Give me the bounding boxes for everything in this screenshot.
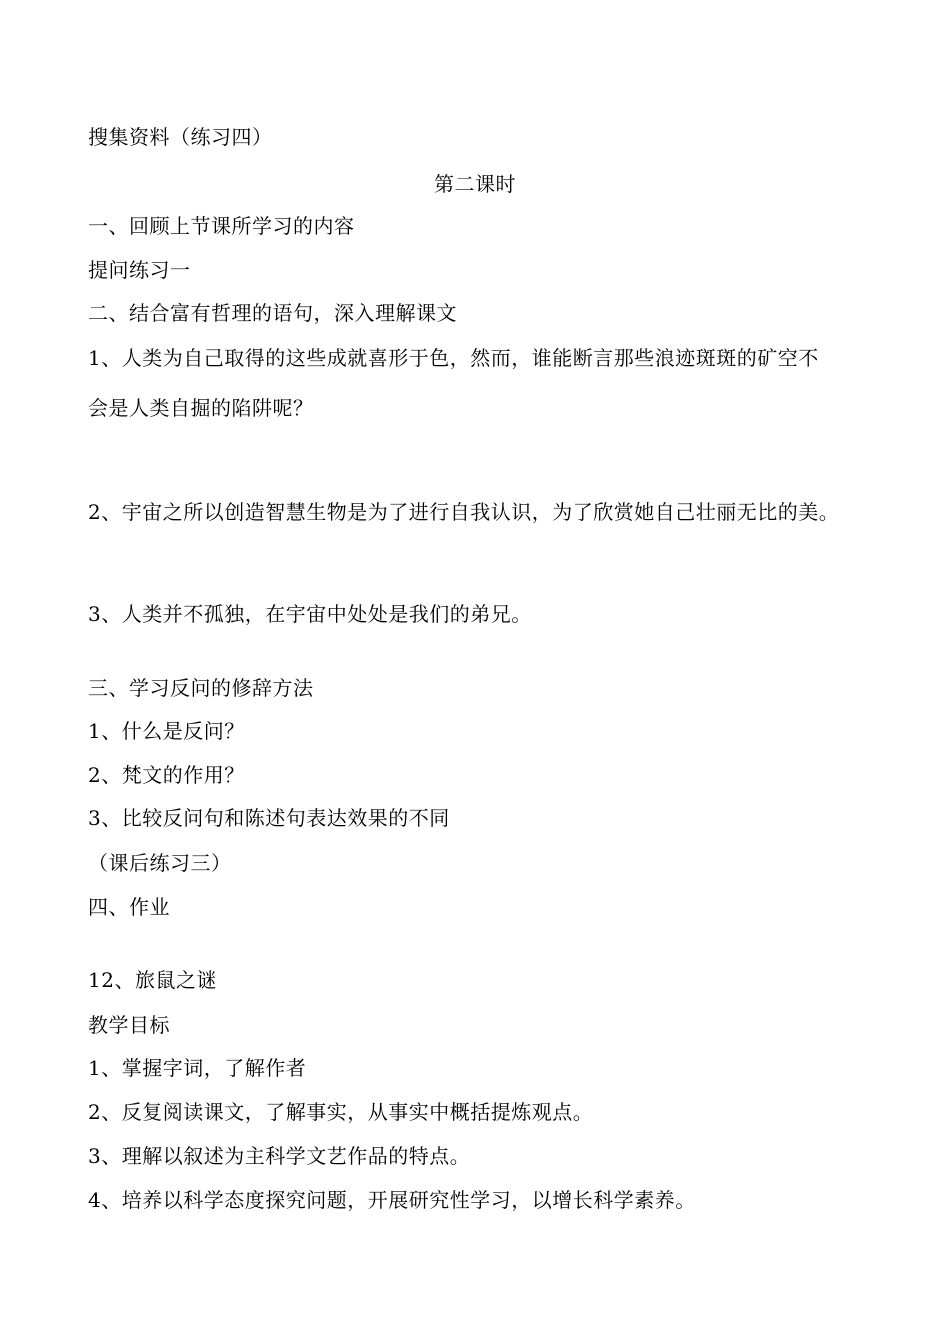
lesson-title: 12、旅鼠之谜: [88, 968, 217, 992]
rhetoric-item-3: 3、比较反问句和陈述句表达效果的不同: [88, 806, 450, 830]
section-rhetoric: 三、学习反问的修辞方法: [88, 676, 314, 700]
teaching-goals-heading: 教学目标: [88, 1013, 170, 1037]
sentence-1-line-1: 1、人类为自己取得的这些成就喜形于色，然而，谁能断言那些浪迹斑斑的矿空不: [88, 346, 819, 370]
lesson-heading: 第二课时: [434, 172, 516, 196]
sentence-2: 2、宇宙之所以创造智慧生物是为了进行自我认识，为了欣赏她自己壮丽无比的美。: [88, 500, 840, 524]
section-review: 一、回顾上节课所学习的内容: [88, 214, 355, 238]
goal-4: 4、培养以科学态度探究问题，开展研究性学习，以增长科学素养。: [88, 1188, 696, 1212]
section-philosophy: 二、结合富有哲理的语句，深入理解课文: [88, 301, 457, 325]
rhetoric-item-2: 2、梵文的作用？: [88, 763, 245, 787]
sentence-1-line-2: 会是人类自掘的陷阱呢？: [88, 396, 314, 420]
rhetoric-item-1: 1、什么是反问？: [88, 719, 245, 743]
materials-note: 搜集资料（练习四）: [88, 125, 273, 149]
sentence-3: 3、人类并不孤独，在宇宙中处处是我们的弟兄。: [88, 602, 532, 626]
after-class-exercise: （课后练习三）: [88, 851, 232, 875]
section-homework: 四、作业: [88, 895, 170, 919]
goal-3: 3、理解以叙述为主科学文艺作品的特点。: [88, 1144, 471, 1168]
question-practice: 提问练习一: [88, 258, 191, 282]
goal-1: 1、掌握字词，了解作者: [88, 1056, 307, 1080]
goal-2: 2、反复阅读课文，了解事实，从事实中概括提炼观点。: [88, 1100, 594, 1124]
